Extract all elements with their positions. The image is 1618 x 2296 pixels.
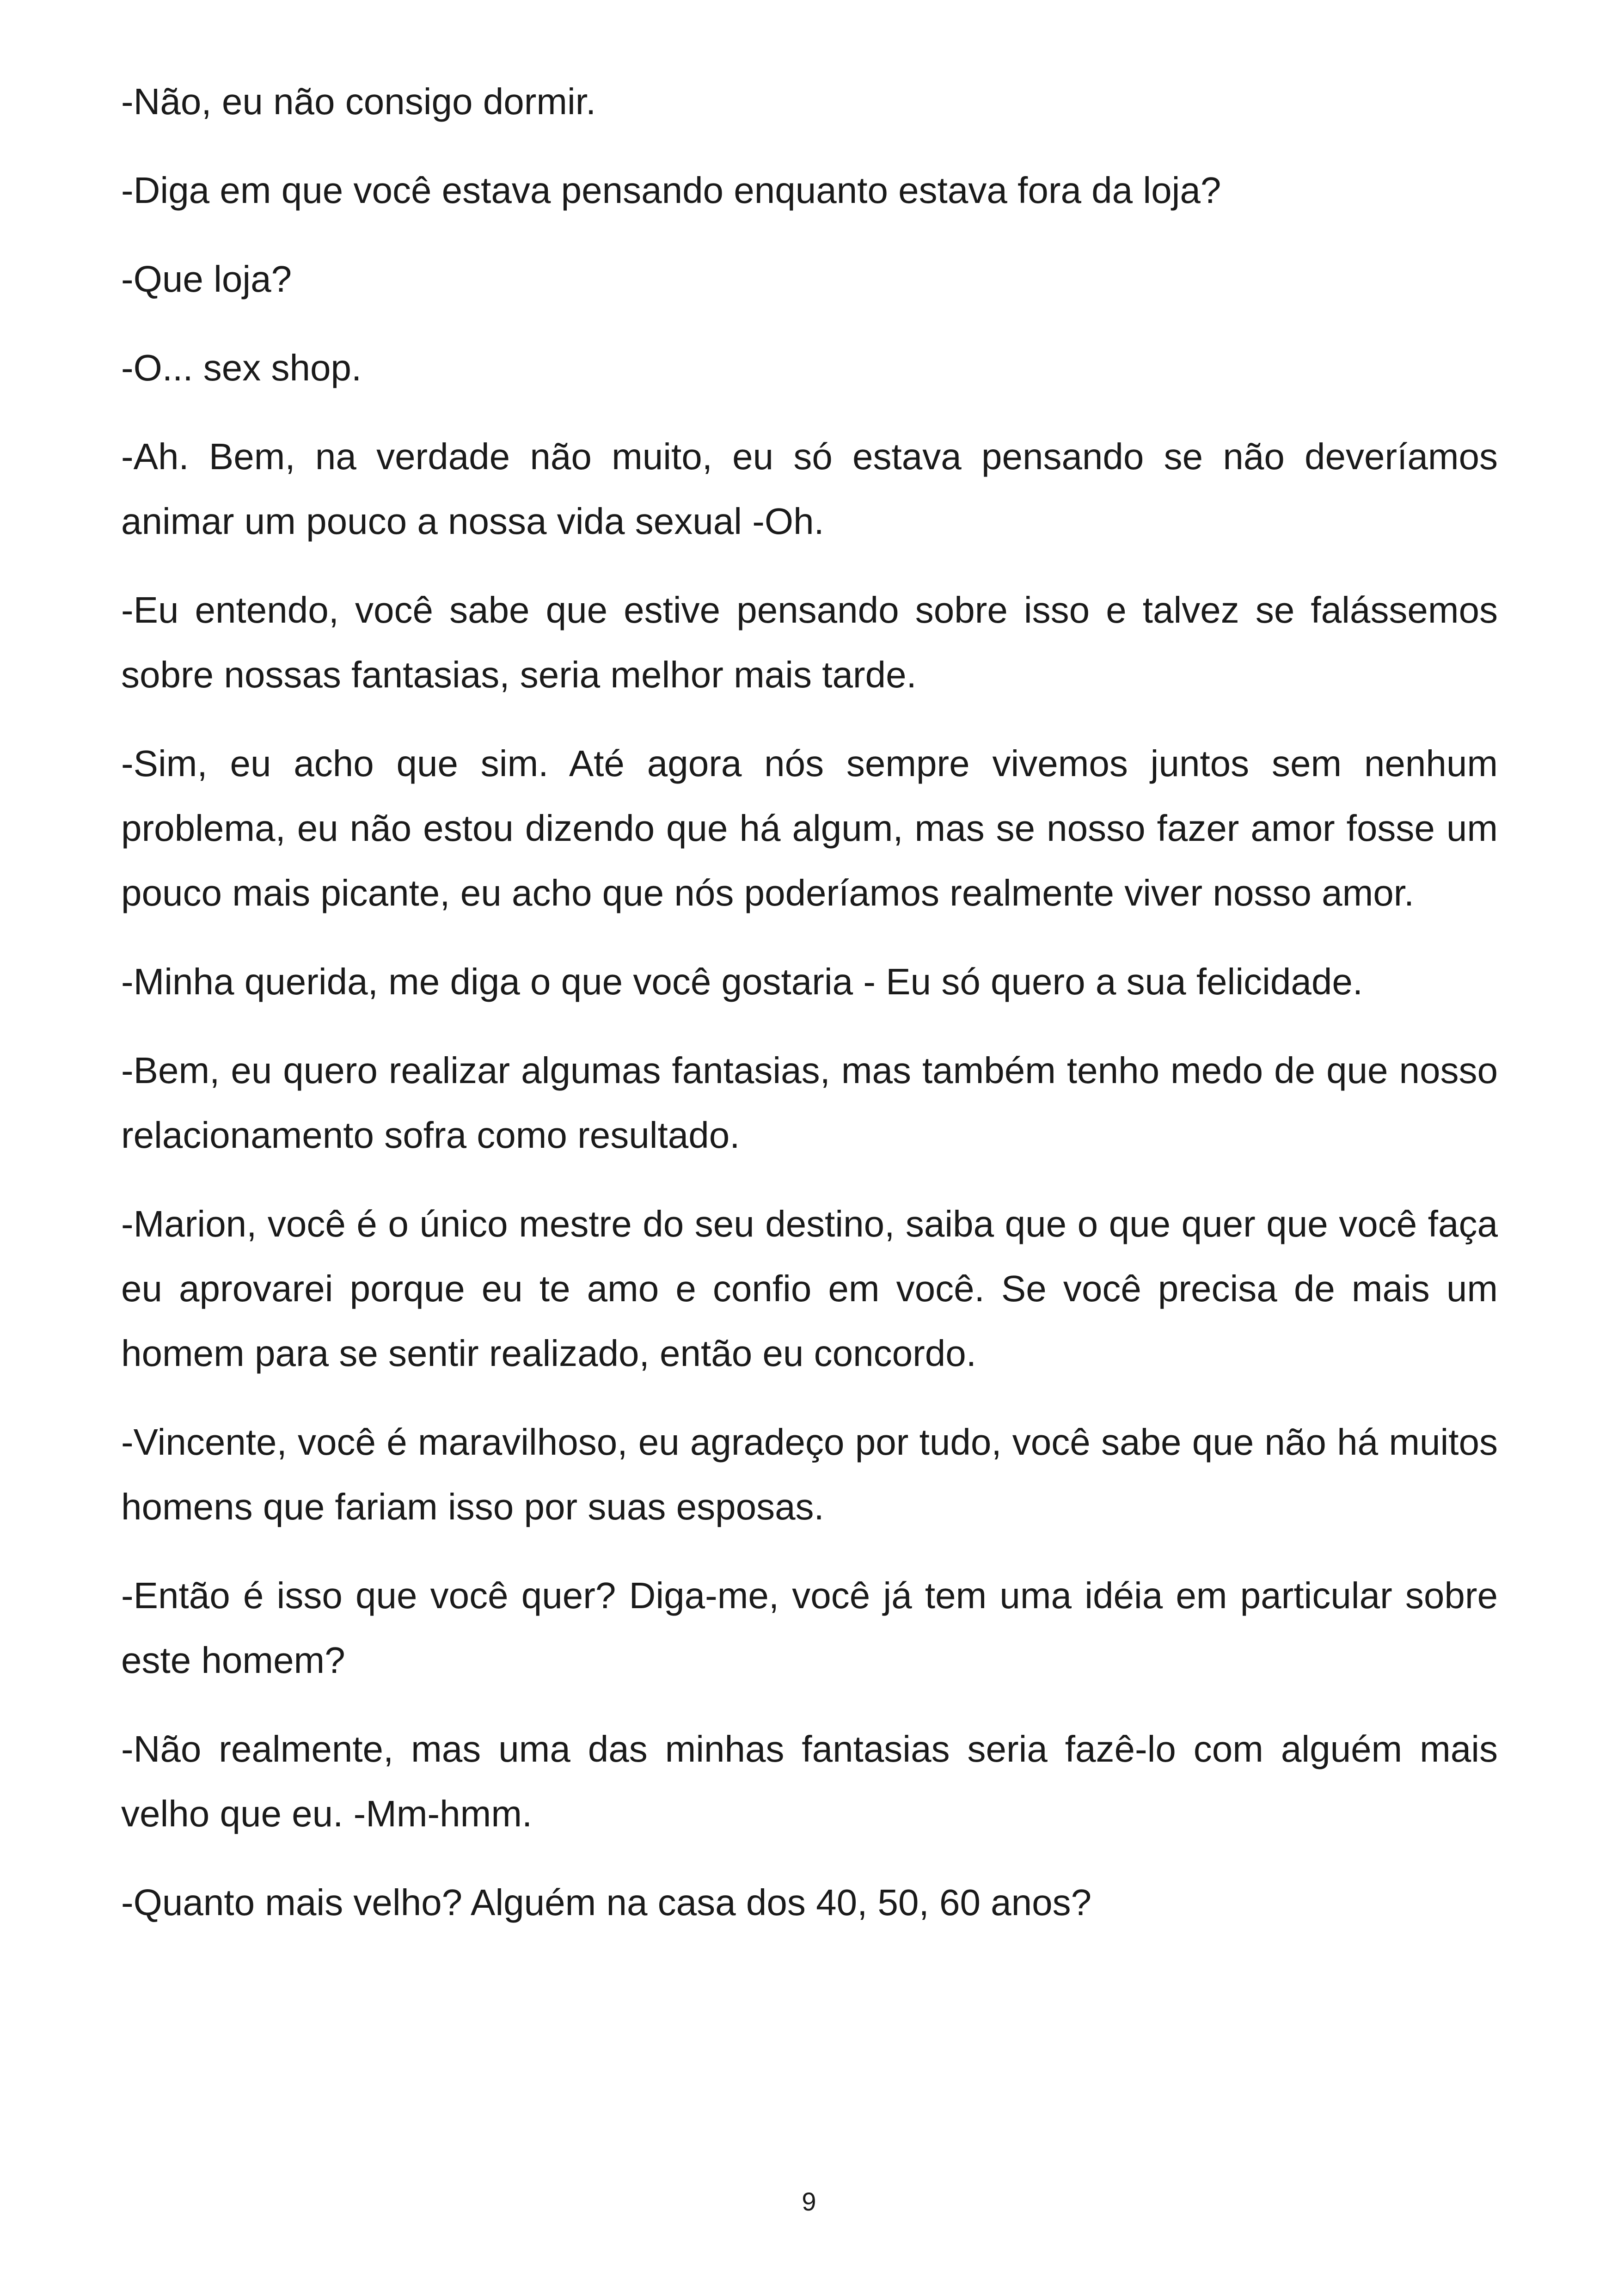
paragraph: -Marion, você é o único mestre do seu destino, saiba que o que quer que você faça eu aprovarei porque eu te amo e confio em você. Se você precisa de mais um homem para se sentir realizado, então eu concordo. [121,1203,1498,1374]
paragraph: -Que loja? [121,258,292,300]
paragraph: -Ah. Bem, na verdade não muito, eu só estava pensando se não deveríamos animar um pouco a nossa vida sexual -Oh. [121,436,1498,542]
paragraph: -Então é isso que você quer? Diga-me, você já tem uma idéia em particular sobre este homem? [121,1575,1498,1681]
body-text [121,69,1498,1959]
page-number: 9 [802,2187,816,2216]
paragraph: -Diga em que você estava pensando enquanto estava fora da loja? [121,170,1221,211]
paragraph: -Quanto mais velho? Alguém na casa dos 40, 50, 60 anos? [121,1882,1092,1923]
paragraph: -Minha querida, me diga o que você gostaria - Eu só quero a sua felicidade. [121,961,1363,1002]
paragraph: -Não, eu não consigo dormir. [121,81,596,122]
paragraph: -Não realmente, mas uma das minhas fantasias seria fazê-lo com alguém mais velho que eu. -Mm-hmm. [121,1728,1498,1834]
paragraph: -Sim, eu acho que sim. Até agora nós sempre vivemos juntos sem nenhum problema, eu não estou dizendo que há algum, mas se nosso fazer amor fosse um pouco mais picante, eu acho que nós poderíamos realmente viver nosso amor. [121,743,1498,913]
paragraph: -O... sex shop. [121,347,362,388]
paragraph: -Bem, eu quero realizar algumas fantasias, mas também tenho medo de que nosso relacionamento sofra como resultado. [121,1050,1498,1156]
paragraph: -Eu entendo, você sabe que estive pensando sobre isso e talvez se falássemos sobre nossas fantasias, seria melhor mais tarde. [121,589,1498,695]
paragraph: -Vincente, você é maravilhoso, eu agradeço por tudo, você sabe que não há muitos homens que fariam isso por suas esposas. [121,1421,1498,1527]
